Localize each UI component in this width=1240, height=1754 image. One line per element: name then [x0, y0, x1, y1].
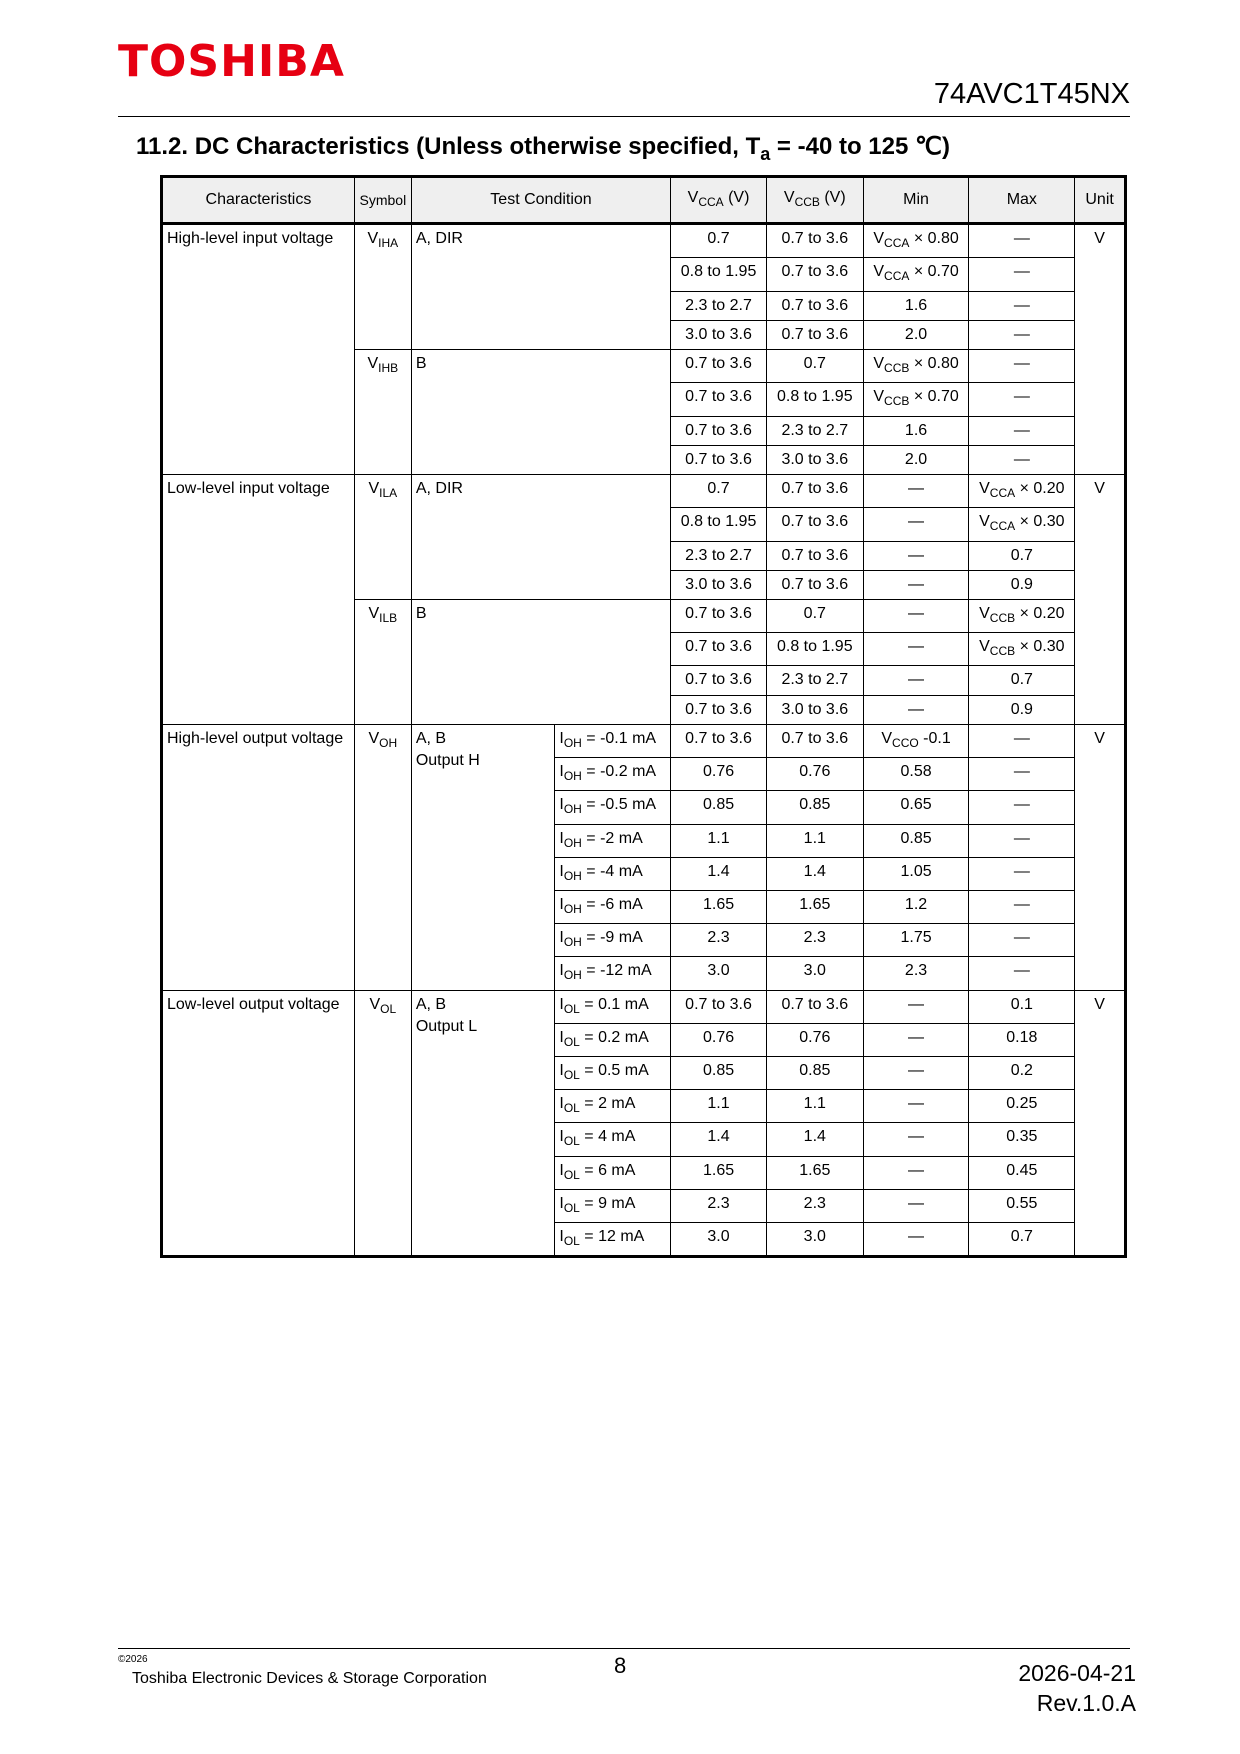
part-number: 74AVC1T45NX	[933, 78, 1130, 110]
vcca-cell: 0.8 to 1.95	[671, 258, 767, 291]
vcca-cell: 1.4	[671, 1123, 767, 1156]
vccb-cell: 3.0	[766, 1222, 863, 1256]
max-cell: 0.35	[969, 1123, 1075, 1156]
min-cell: 0.58	[863, 758, 969, 791]
min-cell: $V_{CCO}$ -0.1	[863, 725, 969, 758]
current-condition-cell: $I_{OH} = -6$ mA	[555, 891, 671, 924]
vcca-cell: 2.3 to 2.7	[671, 541, 767, 570]
vcca-cell: 0.7 to 3.6	[671, 600, 767, 633]
min-cell: 0.85	[863, 824, 969, 857]
min-cell: —	[863, 600, 969, 633]
min-cell: —	[863, 1189, 969, 1222]
symbol-cell: $V_{ILB}$	[354, 600, 411, 725]
vcca-cell: 3.0 to 3.6	[671, 320, 767, 349]
max-cell: 0.7	[969, 1222, 1075, 1256]
max-cell: 0.7	[969, 666, 1075, 695]
vccb-cell: 3.0	[766, 957, 863, 990]
copyright: ©2026	[118, 1654, 148, 1665]
max-cell: $V_{CCB} \times 0.20$	[969, 600, 1075, 633]
max-cell: —	[969, 857, 1075, 890]
vccb-cell: 1.1	[766, 1090, 863, 1123]
symbol-cell: $V_{IHA}$	[354, 224, 411, 350]
max-cell: —	[969, 416, 1075, 445]
symbol-cell: $V_{OH}$	[354, 725, 411, 991]
current-condition-cell: $I_{OH} = -9$ mA	[555, 924, 671, 957]
current-condition-cell: $I_{OH} = -2$ mA	[555, 824, 671, 857]
vcca-cell: 2.3	[671, 924, 767, 957]
vcca-cell: 3.0	[671, 1222, 767, 1256]
vccb-cell: 3.0 to 3.6	[766, 445, 863, 474]
vcca-cell: 1.65	[671, 891, 767, 924]
min-cell: —	[863, 990, 969, 1023]
vcca-cell: 1.65	[671, 1156, 767, 1189]
max-cell: —	[969, 824, 1075, 857]
toshiba-logo: TOSHIBA	[118, 36, 345, 87]
col-test-condition: Test Condition	[411, 177, 670, 224]
min-cell: —	[863, 1123, 969, 1156]
vccb-cell: 0.8 to 1.95	[766, 633, 863, 666]
max-cell: —	[969, 291, 1075, 320]
min-cell: $V_{CCA} \times 0.80$	[863, 224, 969, 258]
max-cell: —	[969, 725, 1075, 758]
max-cell: 0.55	[969, 1189, 1075, 1222]
vccb-cell: 1.4	[766, 857, 863, 890]
vcca-cell: 1.4	[671, 857, 767, 890]
dc-characteristics-table	[160, 175, 1127, 1258]
vccb-cell: 0.8 to 1.95	[766, 383, 863, 416]
max-cell: 0.2	[969, 1056, 1075, 1089]
max-cell: —	[969, 224, 1075, 258]
unit-cell: V	[1075, 725, 1126, 991]
min-cell: 1.05	[863, 857, 969, 890]
min-cell: $V_{CCA} \times 0.70$	[863, 258, 969, 291]
unit-cell: V	[1075, 475, 1126, 725]
min-cell: —	[863, 570, 969, 599]
min-cell: 2.0	[863, 320, 969, 349]
max-cell: —	[969, 957, 1075, 990]
vccb-cell: 0.7	[766, 350, 863, 383]
min-cell: 2.3	[863, 957, 969, 990]
max-cell: 0.25	[969, 1090, 1075, 1123]
vccb-cell: 2.3 to 2.7	[766, 416, 863, 445]
min-cell: —	[863, 1090, 969, 1123]
current-condition-cell: $I_{OL} = 4$ mA	[555, 1123, 671, 1156]
min-cell: —	[863, 1056, 969, 1089]
test-condition-cell: B	[411, 350, 670, 475]
current-condition-cell: $I_{OH} = -4$ mA	[555, 857, 671, 890]
vccb-cell: 2.3	[766, 1189, 863, 1222]
test-condition-cell: A, B Output H	[411, 725, 555, 991]
table-row	[162, 725, 1126, 758]
vccb-cell: 0.7 to 3.6	[766, 725, 863, 758]
vcca-cell: 0.7 to 3.6	[671, 666, 767, 695]
current-condition-cell: $I_{OH} = -12$ mA	[555, 957, 671, 990]
vcca-cell: 0.85	[671, 791, 767, 824]
current-condition-cell: $I_{OL} = 0.2$ mA	[555, 1023, 671, 1056]
vcca-cell: 0.7 to 3.6	[671, 445, 767, 474]
max-cell: —	[969, 924, 1075, 957]
max-cell: —	[969, 891, 1075, 924]
vccb-cell: 1.4	[766, 1123, 863, 1156]
max-cell: —	[969, 383, 1075, 416]
current-condition-cell: $I_{OL} = 0.1$ mA	[555, 990, 671, 1023]
vcca-cell: 0.8 to 1.95	[671, 508, 767, 541]
characteristic-name: Low-level output voltage	[162, 990, 355, 1257]
min-cell: —	[863, 695, 969, 724]
current-condition-cell: $I_{OL} = 0.5$ mA	[555, 1056, 671, 1089]
vcca-cell: 0.7 to 3.6	[671, 725, 767, 758]
min-cell: $V_{CCB} \times 0.80$	[863, 350, 969, 383]
vccb-cell: 0.7	[766, 600, 863, 633]
vccb-cell: 0.7 to 3.6	[766, 258, 863, 291]
revision-number: Rev.1.0.A	[1036, 1690, 1136, 1716]
test-condition-cell: A, DIR	[411, 475, 670, 600]
vccb-cell: 0.7 to 3.6	[766, 541, 863, 570]
vccb-cell: 1.1	[766, 824, 863, 857]
symbol-cell: $V_{ILA}$	[354, 475, 411, 600]
max-cell: —	[969, 258, 1075, 291]
max-cell: —	[969, 758, 1075, 791]
min-cell: —	[863, 1156, 969, 1189]
vccb-cell: 2.3 to 2.7	[766, 666, 863, 695]
current-condition-cell: $I_{OL} = 9$ mA	[555, 1189, 671, 1222]
characteristic-name: High-level input voltage	[162, 224, 355, 475]
vccb-cell: 0.7 to 3.6	[766, 508, 863, 541]
vcca-cell: 3.0	[671, 957, 767, 990]
vcca-cell: 2.3 to 2.7	[671, 291, 767, 320]
min-cell: $V_{CCB} \times 0.70$	[863, 383, 969, 416]
unit-cell: V	[1075, 224, 1126, 475]
company-name: Toshiba Electronic Devices & Storage Corporation	[132, 1670, 487, 1687]
min-cell: 1.2	[863, 891, 969, 924]
col-characteristics: Characteristics	[162, 177, 355, 224]
col-max: Max	[969, 177, 1075, 224]
min-cell: 1.6	[863, 416, 969, 445]
col-unit: Unit	[1075, 177, 1126, 224]
vccb-cell: 0.7 to 3.6	[766, 320, 863, 349]
unit-cell: V	[1075, 990, 1126, 1257]
table-row	[162, 475, 1126, 508]
page-number: 8	[614, 1653, 627, 1678]
max-cell: 0.1	[969, 990, 1075, 1023]
section-title: 11.2. DC Characteristics (Unless otherwise specified, $T_a = -40$ to 125 ℃)	[136, 133, 950, 164]
current-condition-cell: $I_{OH} = -0.2$ mA	[555, 758, 671, 791]
test-condition-cell: A, DIR	[411, 224, 670, 350]
vccb-cell: 0.7 to 3.6	[766, 475, 863, 508]
max-cell: $V_{CCB} \times 0.30$	[969, 633, 1075, 666]
vcca-cell: 0.76	[671, 1023, 767, 1056]
vccb-cell: 1.65	[766, 891, 863, 924]
max-cell: —	[969, 350, 1075, 383]
min-cell: —	[863, 1023, 969, 1056]
col-min: Min	[863, 177, 969, 224]
vcca-cell: 0.7 to 3.6	[671, 383, 767, 416]
vccb-cell: 0.85	[766, 791, 863, 824]
vccb-cell: 0.76	[766, 1023, 863, 1056]
vccb-cell: 2.3	[766, 924, 863, 957]
table-row	[162, 990, 1126, 1023]
vcca-cell: 0.85	[671, 1056, 767, 1089]
vcca-cell: 0.76	[671, 758, 767, 791]
vccb-cell: 0.7 to 3.6	[766, 990, 863, 1023]
min-cell: —	[863, 508, 969, 541]
max-cell: $V_{CCA} \times 0.30$	[969, 508, 1075, 541]
vcca-cell: 2.3	[671, 1189, 767, 1222]
test-condition-cell: A, B Output L	[411, 990, 555, 1257]
max-cell: 0.45	[969, 1156, 1075, 1189]
current-condition-cell: $I_{OL} = 2$ mA	[555, 1090, 671, 1123]
max-cell: $V_{CCA} \times 0.20$	[969, 475, 1075, 508]
characteristic-name: Low-level input voltage	[162, 475, 355, 725]
vcca-cell: 0.7	[671, 224, 767, 258]
min-cell: —	[863, 633, 969, 666]
min-cell: —	[863, 475, 969, 508]
vcca-cell: 1.1	[671, 824, 767, 857]
max-cell: 0.9	[969, 570, 1075, 599]
vcca-cell: 0.7 to 3.6	[671, 416, 767, 445]
revision-date: 2026-04-21	[1018, 1660, 1136, 1686]
col-vccb: $V_{CCB}$ (V)	[766, 177, 863, 224]
vccb-cell: 0.76	[766, 758, 863, 791]
max-cell: 0.7	[969, 541, 1075, 570]
vcca-cell: 0.7 to 3.6	[671, 633, 767, 666]
min-cell: —	[863, 666, 969, 695]
vcca-cell: 0.7 to 3.6	[671, 350, 767, 383]
vccb-cell: 0.7 to 3.6	[766, 224, 863, 258]
vcca-cell: 0.7	[671, 475, 767, 508]
footer-divider	[118, 1648, 1130, 1649]
vccb-cell: 0.7 to 3.6	[766, 570, 863, 599]
max-cell: —	[969, 320, 1075, 349]
min-cell: —	[863, 1222, 969, 1256]
max-cell: 0.18	[969, 1023, 1075, 1056]
current-condition-cell: $I_{OL} = 12$ mA	[555, 1222, 671, 1256]
max-cell: —	[969, 445, 1075, 474]
vcca-cell: 3.0 to 3.6	[671, 570, 767, 599]
min-cell: 1.75	[863, 924, 969, 957]
current-condition-cell: $I_{OL} = 6$ mA	[555, 1156, 671, 1189]
max-cell: 0.9	[969, 695, 1075, 724]
min-cell: 0.65	[863, 791, 969, 824]
vccb-cell: 3.0 to 3.6	[766, 695, 863, 724]
symbol-cell: $V_{OL}$	[354, 990, 411, 1257]
vccb-cell: 0.7 to 3.6	[766, 291, 863, 320]
col-vcca: $V_{CCA}$ (V)	[671, 177, 767, 224]
vcca-cell: 1.1	[671, 1090, 767, 1123]
vcca-cell: 0.7 to 3.6	[671, 990, 767, 1023]
table-header-row	[162, 177, 1126, 224]
characteristic-name: High-level output voltage	[162, 725, 355, 991]
vccb-cell: 0.85	[766, 1056, 863, 1089]
current-condition-cell: $I_{OH} = -0.5$ mA	[555, 791, 671, 824]
col-symbol: Symbol	[354, 177, 411, 224]
min-cell: 2.0	[863, 445, 969, 474]
vcca-cell: 0.7 to 3.6	[671, 695, 767, 724]
header-divider	[118, 116, 1130, 117]
max-cell: —	[969, 791, 1075, 824]
min-cell: 1.6	[863, 291, 969, 320]
current-condition-cell: $I_{OH} = -0.1$ mA	[555, 725, 671, 758]
symbol-cell: $V_{IHB}$	[354, 350, 411, 475]
vccb-cell: 1.65	[766, 1156, 863, 1189]
table-row	[162, 224, 1126, 258]
test-condition-cell: B	[411, 600, 670, 725]
min-cell: —	[863, 541, 969, 570]
